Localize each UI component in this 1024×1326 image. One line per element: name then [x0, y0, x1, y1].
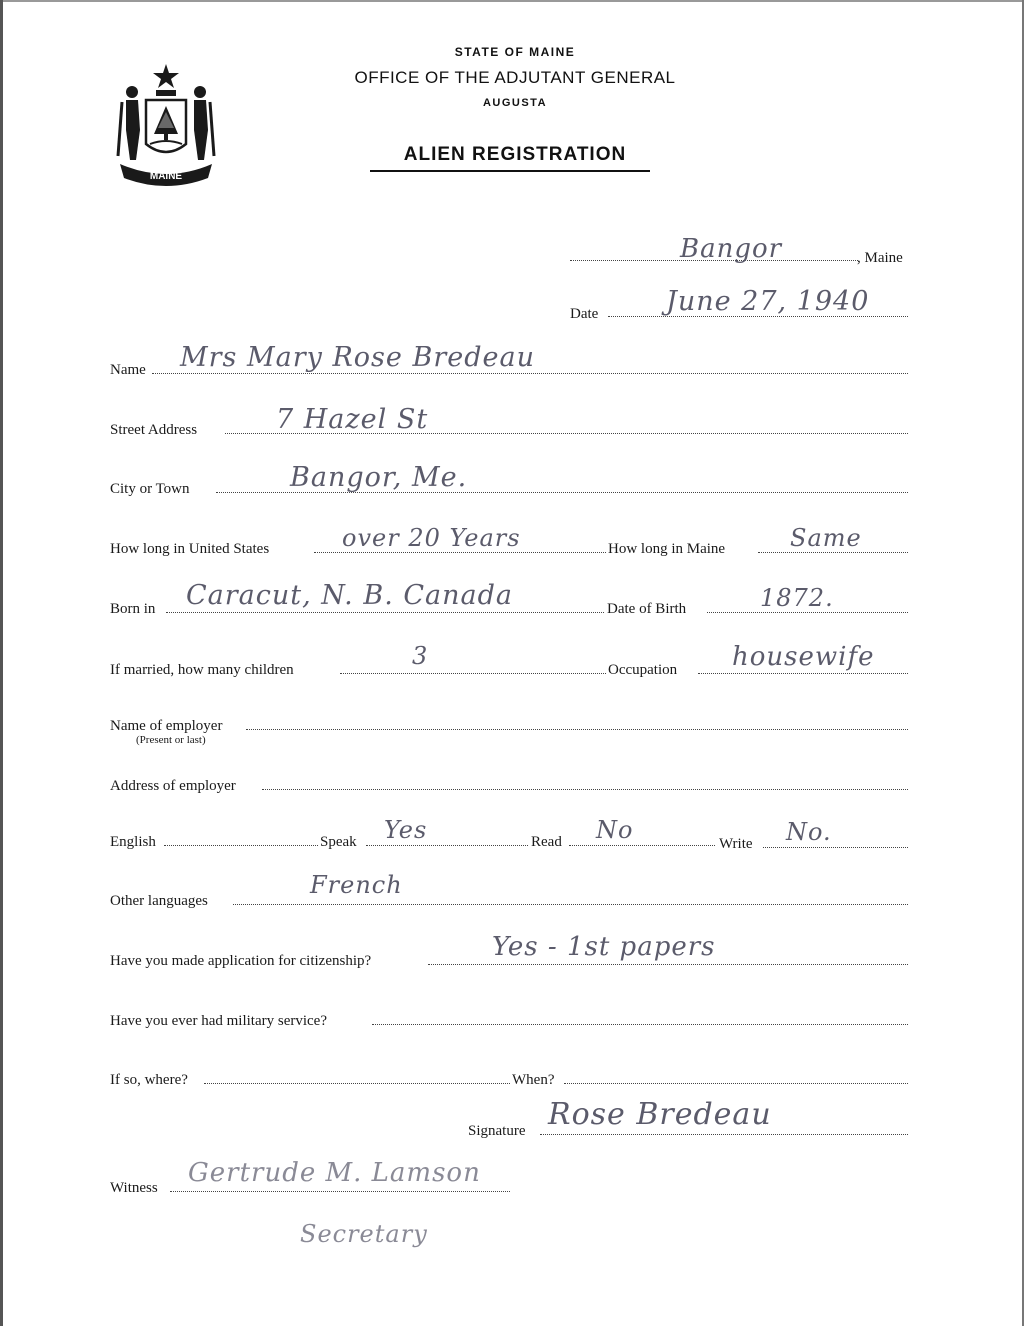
- how-long-us-value: over 20 Years: [342, 524, 521, 552]
- military-line: [372, 1024, 908, 1025]
- name-label: Name: [110, 362, 146, 378]
- employer-name-sublabel: (Present or last): [136, 734, 206, 746]
- date-value: June 27, 1940: [666, 286, 870, 317]
- speak-label: Speak: [320, 834, 357, 850]
- born-in-value: Caracut, N. B. Canada: [186, 580, 513, 611]
- signature-label: Signature: [468, 1123, 526, 1139]
- street-value: 7 Hazel St: [276, 404, 429, 435]
- children-value: 3: [412, 642, 429, 670]
- other-languages-label: Other languages: [110, 893, 208, 909]
- date-label: Date: [570, 306, 599, 322]
- write-line: [763, 847, 908, 848]
- occupation-line: [698, 673, 908, 674]
- city-label: City or Town: [110, 481, 190, 497]
- write-value: No.: [786, 818, 832, 846]
- children-line: [340, 673, 606, 674]
- form-title: ALIEN REGISTRATION: [403, 144, 627, 165]
- witness-title: Secretary: [300, 1220, 428, 1248]
- employer-name-label: Name of employer: [110, 718, 223, 734]
- read-value: No: [596, 816, 634, 844]
- seal-scroll-label: MAINE: [149, 171, 183, 182]
- employer-address-line: [262, 789, 908, 790]
- signature-line: [540, 1134, 908, 1135]
- title-underline: [370, 170, 650, 172]
- where-line: [204, 1083, 510, 1084]
- witness-line: [170, 1191, 510, 1192]
- street-label: Street Address: [110, 422, 198, 438]
- employer-name-line: [246, 729, 908, 730]
- how-long-maine-label: How long in Maine: [608, 541, 726, 557]
- employer-address-label: Address of employer: [110, 778, 236, 794]
- english-line: [164, 845, 318, 846]
- how-long-maine-line: [758, 552, 908, 553]
- scan-edge-top: [0, 0, 1024, 2]
- born-in-line: [166, 612, 604, 613]
- city-value: Bangor, Me.: [290, 462, 468, 493]
- dob-line: [707, 612, 908, 613]
- speak-value: Yes: [384, 816, 428, 844]
- read-line: [569, 845, 715, 846]
- read-label: Read: [531, 834, 562, 850]
- name-line: [152, 373, 908, 374]
- dob-label: Date of Birth: [607, 601, 687, 617]
- how-long-us-line: [314, 552, 606, 553]
- where-label: If so, where?: [110, 1072, 188, 1088]
- other-languages-value: French: [310, 871, 403, 899]
- state-seal-icon: [112, 60, 220, 186]
- citizenship-value: Yes - 1st papers: [492, 932, 716, 962]
- header-office: OFFICE OF THE ADJUTANT GENERAL: [354, 68, 676, 87]
- scan-edge-left: [0, 0, 3, 1326]
- born-in-label: Born in: [110, 601, 156, 617]
- military-label: Have you ever had military service?: [110, 1013, 327, 1029]
- when-line: [564, 1083, 908, 1084]
- header-city: AUGUSTA: [482, 97, 548, 109]
- witness-value: Gertrude M. Lamson: [188, 1158, 481, 1188]
- write-label: Write: [719, 836, 753, 852]
- when-label: When?: [512, 1072, 555, 1088]
- occupation-label: Occupation: [608, 662, 678, 678]
- how-long-maine-value: Same: [790, 524, 862, 552]
- citizenship-line: [428, 964, 908, 965]
- english-label: English: [110, 834, 156, 850]
- place-value: Bangor: [680, 234, 783, 264]
- other-languages-line: [233, 904, 908, 905]
- occupation-value: housewife: [732, 642, 875, 672]
- header-state: STATE OF MAINE: [454, 45, 576, 59]
- signature-value: Rose Bredeau: [548, 1097, 772, 1132]
- name-value: Mrs Mary Rose Bredeau: [180, 342, 535, 373]
- speak-line: [366, 845, 528, 846]
- citizenship-label: Have you made application for citizenship?: [110, 953, 372, 969]
- children-label: If married, how many children: [110, 662, 294, 678]
- witness-label: Witness: [110, 1180, 158, 1196]
- place-suffix: , Maine: [857, 250, 903, 266]
- how-long-us-label: How long in United States: [110, 541, 270, 557]
- dob-value: 1872.: [760, 584, 834, 612]
